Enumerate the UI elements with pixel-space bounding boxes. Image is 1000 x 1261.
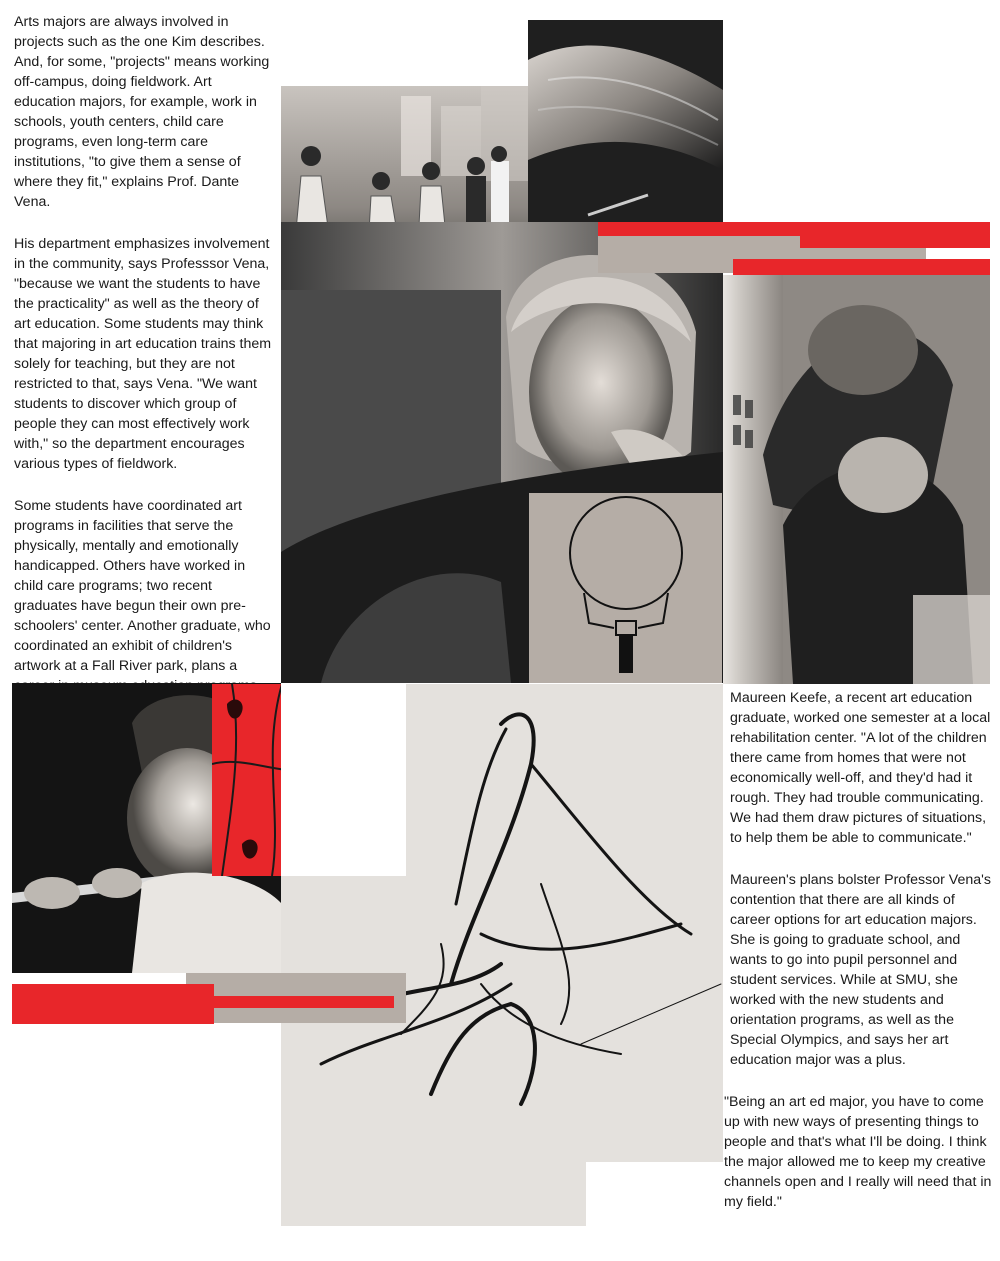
red-accent-bar: [214, 996, 394, 1008]
paragraph: His department emphasizes involvement in the community, says Professsor Vena, "because we want the students to have the practicality" as well as the theory of art education. Some students may think that majoring in art education trains them solely for teaching, but they are not restricted to that, says Vena. "We want students to discover which group of people they can most effectively work with," so the department encourages various types of fieldwork.: [14, 236, 272, 472]
red-accent-bar: [12, 984, 214, 1024]
right-text-column: [724, 688, 992, 1234]
red-accent-bar: [800, 236, 990, 248]
paragraph: "Being an art ed major, you have to come up with new ways of presenting things to people and that's what I'll be doing. I think the major allowed me to keep my creative channels open and I really will need that in my field.": [724, 1094, 992, 1210]
paragraph: Maureen's plans bolster Professor Vena's contention that there are all kinds of career options for art education majors. She is going to graduate school, and wants to go into pupil personnel and student services. While at SMU, she worked with the new students and orientation programs, as well as the Special Olympics, and says her art education major was a plus.: [730, 872, 991, 1068]
paragraph: Arts majors are always involved in projects such as the one Kim describes. And, for some, "projects" means working off-campus, doing fieldwork. Art education majors, for example, work in schools, youth centers, child care programs, even long-term care institutions, "to give them a sense of where they fit," explains Prof. Dante Vena.: [14, 14, 270, 210]
red-accent-bar: [733, 259, 990, 275]
red-accent-bar: [598, 222, 990, 236]
charcoal-sketch: [281, 684, 723, 1226]
paragraph: Maureen Keefe, a recent art education graduate, worked one semester at a local rehabilitation center. "A lot of the children there came from homes that were not economically well-off, and they'd had it rough. They had trouble communicating. We had them draw pictures of situations, to help them be able to communicate.": [730, 690, 991, 846]
left-text-column: [14, 12, 272, 718]
student-drawing-photo: [528, 20, 723, 222]
paragraph: Some students have coordinated art programs in facilities that serve the physically, mentally and emotionally handicapped. Others have worked in child care programs; two recent graduates have begun their own pre-schoolers' center. Another graduate, who coordinated an exhibit of children's artwork at a Fall River park, plans a: [14, 498, 271, 674]
children-painting-wall-photo: [723, 275, 990, 684]
balloon-line-drawing: [529, 493, 722, 683]
